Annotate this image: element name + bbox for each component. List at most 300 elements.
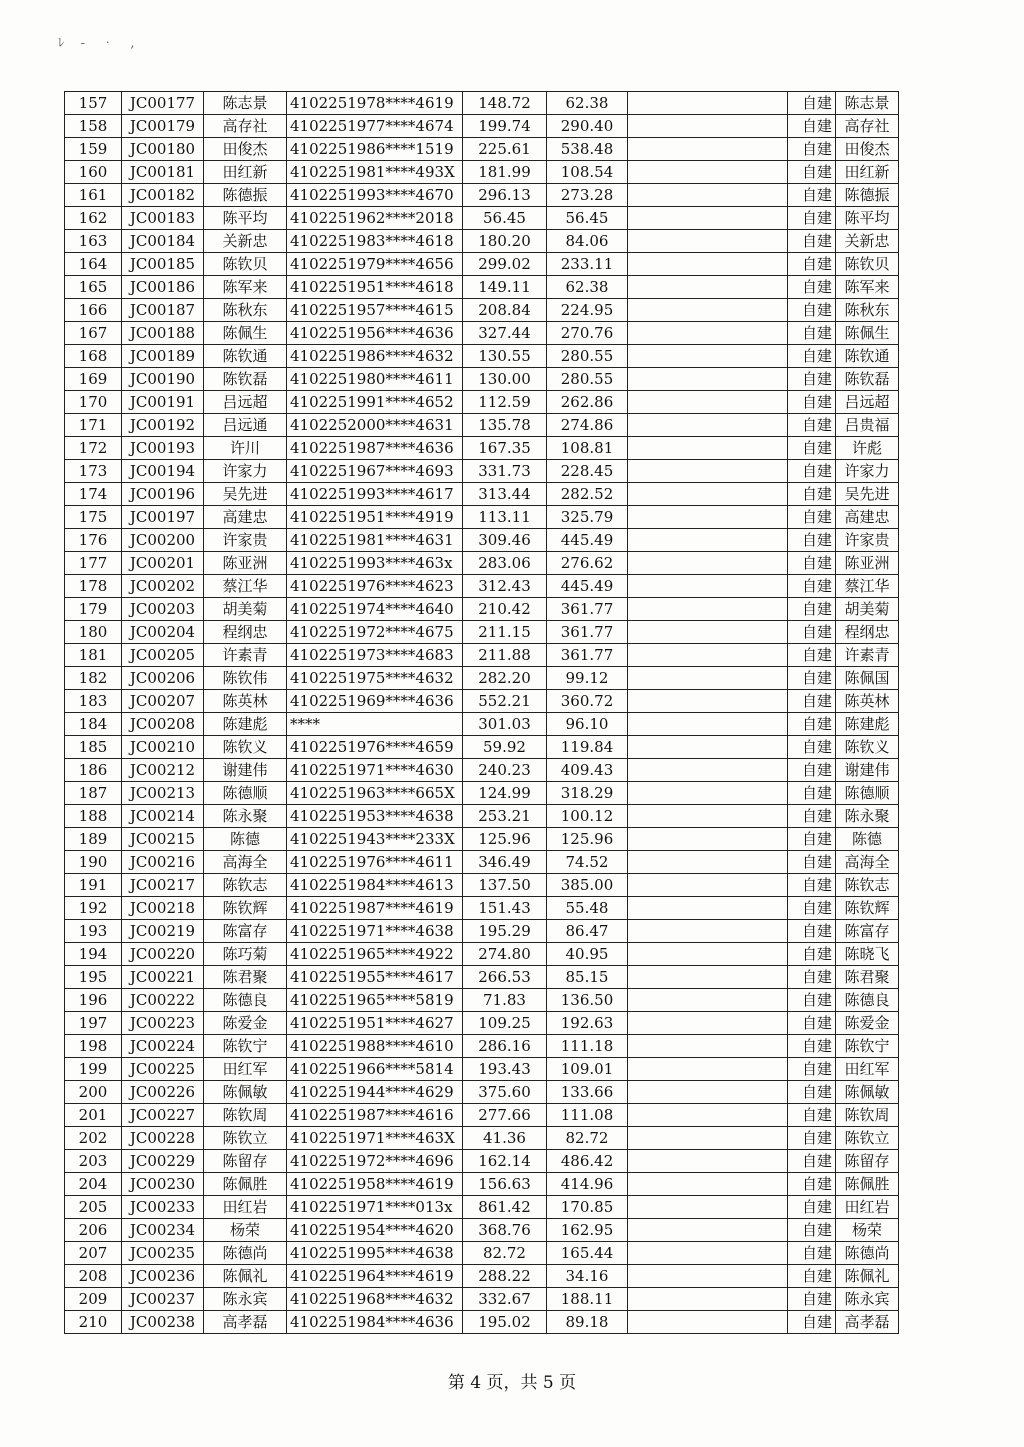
area-1-cell: 375.60 — [463, 1081, 547, 1104]
name-cell: 陈建彪 — [204, 713, 287, 736]
area-1-cell: 109.25 — [463, 1012, 547, 1035]
build-type-cell: 自建 — [788, 1058, 836, 1081]
name-cell: 杨荣 — [204, 1219, 287, 1242]
owner-cell: 陈君聚 — [836, 966, 899, 989]
owner-cell: 许素青 — [836, 644, 899, 667]
blank-cell-cell — [628, 713, 788, 736]
build-type-cell: 自建 — [788, 92, 836, 115]
owner-cell: 田红军 — [836, 1058, 899, 1081]
blank-cell-cell — [628, 138, 788, 161]
table-row — [65, 920, 899, 943]
page-footer: 第 4 页，共 5 页 — [447, 1373, 577, 1393]
row-number-cell: 177 — [65, 552, 122, 575]
area-1-cell: 299.02 — [463, 253, 547, 276]
record-id-cell: JC00190 — [122, 368, 204, 391]
area-1-cell: 148.72 — [463, 92, 547, 115]
blank-cell-cell — [628, 690, 788, 713]
name-cell: 许素青 — [204, 644, 287, 667]
row-number-cell: 187 — [65, 782, 122, 805]
blank-cell-cell — [628, 736, 788, 759]
area-1-cell: 210.42 — [463, 598, 547, 621]
area-2-cell: 233.11 — [547, 253, 628, 276]
row-number-cell: 169 — [65, 368, 122, 391]
table-row — [65, 828, 899, 851]
area-1-cell: 59.92 — [463, 736, 547, 759]
table-row — [65, 1173, 899, 1196]
build-type-cell: 自建 — [788, 966, 836, 989]
area-2-cell: 361.77 — [547, 644, 628, 667]
build-type-cell: 自建 — [788, 644, 836, 667]
table-row — [65, 759, 899, 782]
row-number-cell: 160 — [65, 161, 122, 184]
build-type-cell: 自建 — [788, 1104, 836, 1127]
build-type-cell: 自建 — [788, 1311, 836, 1334]
id-number-cell: 4102251943****233X — [287, 828, 463, 851]
area-2-cell: 100.12 — [547, 805, 628, 828]
row-number-cell: 158 — [65, 115, 122, 138]
area-1-cell: 313.44 — [463, 483, 547, 506]
record-id-cell: JC00229 — [122, 1150, 204, 1173]
record-id-cell: JC00184 — [122, 230, 204, 253]
blank-cell-cell — [628, 1242, 788, 1265]
row-number-cell: 207 — [65, 1242, 122, 1265]
area-2-cell: 273.28 — [547, 184, 628, 207]
table-row — [65, 391, 899, 414]
owner-cell: 陈留存 — [836, 1150, 899, 1173]
area-2-cell: 280.55 — [547, 368, 628, 391]
id-number-cell: 4102251991****4652 — [287, 391, 463, 414]
owner-cell: 高建忠 — [836, 506, 899, 529]
owner-cell: 陈志景 — [836, 92, 899, 115]
row-number-cell: 208 — [65, 1265, 122, 1288]
owner-cell: 陈佩敏 — [836, 1081, 899, 1104]
area-2-cell: 56.45 — [547, 207, 628, 230]
owner-cell: 吴先进 — [836, 483, 899, 506]
row-number-cell: 196 — [65, 989, 122, 1012]
blank-cell-cell — [628, 391, 788, 414]
area-1-cell: 151.43 — [463, 897, 547, 920]
build-type-cell: 自建 — [788, 667, 836, 690]
build-type-cell: 自建 — [788, 437, 836, 460]
table-row — [65, 966, 899, 989]
blank-cell-cell — [628, 115, 788, 138]
table-row — [65, 1242, 899, 1265]
table-row — [65, 1196, 899, 1219]
area-2-cell: 55.48 — [547, 897, 628, 920]
area-2-cell: 228.45 — [547, 460, 628, 483]
record-id-cell: JC00181 — [122, 161, 204, 184]
blank-cell-cell — [628, 207, 788, 230]
table-row — [65, 207, 899, 230]
build-type-cell: 自建 — [788, 713, 836, 736]
blank-cell-cell — [628, 1104, 788, 1127]
area-2-cell: 109.01 — [547, 1058, 628, 1081]
name-cell: 陈英林 — [204, 690, 287, 713]
build-type-cell: 自建 — [788, 1265, 836, 1288]
build-type-cell: 自建 — [788, 621, 836, 644]
record-id-cell: JC00217 — [122, 874, 204, 897]
build-type-cell: 自建 — [788, 598, 836, 621]
owner-cell: 陈德振 — [836, 184, 899, 207]
row-number-cell: 172 — [65, 437, 122, 460]
build-type-cell: 自建 — [788, 138, 836, 161]
blank-cell-cell — [628, 1058, 788, 1081]
record-id-cell: JC00205 — [122, 644, 204, 667]
area-2-cell: 162.95 — [547, 1219, 628, 1242]
row-number-cell: 210 — [65, 1311, 122, 1334]
area-2-cell: 224.95 — [547, 299, 628, 322]
table-row — [65, 115, 899, 138]
owner-cell: 关新忠 — [836, 230, 899, 253]
area-1-cell: 332.67 — [463, 1288, 547, 1311]
area-1-cell: 112.59 — [463, 391, 547, 414]
area-2-cell: 34.16 — [547, 1265, 628, 1288]
area-2-cell: 360.72 — [547, 690, 628, 713]
row-number-cell: 185 — [65, 736, 122, 759]
area-2-cell: 361.77 — [547, 621, 628, 644]
blank-cell-cell — [628, 966, 788, 989]
row-number-cell: 176 — [65, 529, 122, 552]
table-row — [65, 851, 899, 874]
owner-cell: 陈钦磊 — [836, 368, 899, 391]
name-cell: 陈佩敏 — [204, 1081, 287, 1104]
table-row — [65, 483, 899, 506]
row-number-cell: 175 — [65, 506, 122, 529]
records-table — [64, 91, 899, 1334]
record-id-cell: JC00228 — [122, 1127, 204, 1150]
area-2-cell: 486.42 — [547, 1150, 628, 1173]
area-1-cell: 331.73 — [463, 460, 547, 483]
area-1-cell: 137.50 — [463, 874, 547, 897]
name-cell: 陈钦周 — [204, 1104, 287, 1127]
area-1-cell: 211.88 — [463, 644, 547, 667]
row-number-cell: 194 — [65, 943, 122, 966]
id-number-cell: 4102251987****4619 — [287, 897, 463, 920]
area-2-cell: 318.29 — [547, 782, 628, 805]
build-type-cell: 自建 — [788, 920, 836, 943]
blank-cell-cell — [628, 644, 788, 667]
name-cell: 吴先进 — [204, 483, 287, 506]
name-cell: 程纲忠 — [204, 621, 287, 644]
table-row — [65, 874, 899, 897]
name-cell: 陈永聚 — [204, 805, 287, 828]
table-row — [65, 1081, 899, 1104]
area-2-cell: 165.44 — [547, 1242, 628, 1265]
row-number-cell: 170 — [65, 391, 122, 414]
area-2-cell: 82.72 — [547, 1127, 628, 1150]
area-2-cell: 108.81 — [547, 437, 628, 460]
id-number-cell: 4102251975****4632 — [287, 667, 463, 690]
record-id-cell: JC00215 — [122, 828, 204, 851]
row-number-cell: 188 — [65, 805, 122, 828]
record-id-cell: JC00196 — [122, 483, 204, 506]
blank-cell-cell — [628, 989, 788, 1012]
name-cell: 蔡江华 — [204, 575, 287, 598]
area-1-cell: 135.78 — [463, 414, 547, 437]
area-2-cell: 280.55 — [547, 345, 628, 368]
owner-cell: 许家力 — [836, 460, 899, 483]
id-number-cell: 4102251980****4611 — [287, 368, 463, 391]
area-1-cell: 180.20 — [463, 230, 547, 253]
area-2-cell: 445.49 — [547, 529, 628, 552]
record-id-cell: JC00177 — [122, 92, 204, 115]
row-number-cell: 195 — [65, 966, 122, 989]
id-number-cell: 4102251988****4610 — [287, 1035, 463, 1058]
blank-cell-cell — [628, 1173, 788, 1196]
area-1-cell: 266.53 — [463, 966, 547, 989]
area-1-cell: 309.46 — [463, 529, 547, 552]
owner-cell: 陈钦通 — [836, 345, 899, 368]
row-number-cell: 202 — [65, 1127, 122, 1150]
row-number-cell: 209 — [65, 1288, 122, 1311]
blank-cell-cell — [628, 1196, 788, 1219]
owner-cell: 陈钦贝 — [836, 253, 899, 276]
area-1-cell: 240.23 — [463, 759, 547, 782]
owner-cell: 陈德顺 — [836, 782, 899, 805]
id-number-cell: 4102251951****4627 — [287, 1012, 463, 1035]
row-number-cell: 173 — [65, 460, 122, 483]
record-id-cell: JC00189 — [122, 345, 204, 368]
area-1-cell: 162.14 — [463, 1150, 547, 1173]
blank-cell-cell — [628, 575, 788, 598]
record-id-cell: JC00197 — [122, 506, 204, 529]
build-type-cell: 自建 — [788, 322, 836, 345]
id-number-cell: 4102251986****1519 — [287, 138, 463, 161]
blank-cell-cell — [628, 759, 788, 782]
build-type-cell: 自建 — [788, 736, 836, 759]
blank-cell-cell — [628, 506, 788, 529]
build-type-cell: 自建 — [788, 299, 836, 322]
name-cell: 陈德 — [204, 828, 287, 851]
name-cell: 陈德振 — [204, 184, 287, 207]
area-1-cell: 195.29 — [463, 920, 547, 943]
name-cell: 陈德顺 — [204, 782, 287, 805]
blank-cell-cell — [628, 621, 788, 644]
owner-cell: 田红新 — [836, 161, 899, 184]
area-1-cell: 149.11 — [463, 276, 547, 299]
name-cell: 陈亚洲 — [204, 552, 287, 575]
owner-cell: 高孝磊 — [836, 1311, 899, 1334]
record-id-cell: JC00180 — [122, 138, 204, 161]
name-cell: 陈巧菊 — [204, 943, 287, 966]
area-2-cell: 192.63 — [547, 1012, 628, 1035]
record-id-cell: JC00187 — [122, 299, 204, 322]
id-number-cell: 4102251951****4919 — [287, 506, 463, 529]
area-2-cell: 84.06 — [547, 230, 628, 253]
row-number-cell: 198 — [65, 1035, 122, 1058]
area-1-cell: 552.21 — [463, 690, 547, 713]
row-number-cell: 184 — [65, 713, 122, 736]
record-id-cell: JC00234 — [122, 1219, 204, 1242]
id-number-cell: 4102251987****4636 — [287, 437, 463, 460]
id-number-cell: 4102251956****4636 — [287, 322, 463, 345]
row-number-cell: 179 — [65, 598, 122, 621]
name-cell: 陈志景 — [204, 92, 287, 115]
id-number-cell: 4102251972****4675 — [287, 621, 463, 644]
area-2-cell: 136.50 — [547, 989, 628, 1012]
record-id-cell: JC00238 — [122, 1311, 204, 1334]
owner-cell: 陈钦志 — [836, 874, 899, 897]
owner-cell: 陈德良 — [836, 989, 899, 1012]
area-1-cell: 277.66 — [463, 1104, 547, 1127]
record-id-cell: JC00213 — [122, 782, 204, 805]
table-row — [65, 138, 899, 161]
area-1-cell: 225.61 — [463, 138, 547, 161]
build-type-cell: 自建 — [788, 1150, 836, 1173]
area-2-cell: 62.38 — [547, 276, 628, 299]
build-type-cell: 自建 — [788, 161, 836, 184]
name-cell: 高存社 — [204, 115, 287, 138]
blank-cell-cell — [628, 184, 788, 207]
row-number-cell: 174 — [65, 483, 122, 506]
name-cell: 陈钦辉 — [204, 897, 287, 920]
area-1-cell: 301.03 — [463, 713, 547, 736]
name-cell: 田红军 — [204, 1058, 287, 1081]
record-id-cell: JC00237 — [122, 1288, 204, 1311]
table-row — [65, 1058, 899, 1081]
area-2-cell: 274.86 — [547, 414, 628, 437]
record-id-cell: JC00227 — [122, 1104, 204, 1127]
owner-cell: 许彪 — [836, 437, 899, 460]
row-number-cell: 183 — [65, 690, 122, 713]
owner-cell: 程纲忠 — [836, 621, 899, 644]
area-2-cell: 409.43 — [547, 759, 628, 782]
blank-cell-cell — [628, 1035, 788, 1058]
record-id-cell: JC00193 — [122, 437, 204, 460]
record-id-cell: JC00182 — [122, 184, 204, 207]
id-number-cell: 4102251964****4619 — [287, 1265, 463, 1288]
owner-cell: 陈军来 — [836, 276, 899, 299]
build-type-cell: 自建 — [788, 207, 836, 230]
table-row — [65, 782, 899, 805]
blank-cell-cell — [628, 92, 788, 115]
area-1-cell: 130.55 — [463, 345, 547, 368]
id-number-cell: 4102251976****4623 — [287, 575, 463, 598]
row-number-cell: 203 — [65, 1150, 122, 1173]
area-1-cell: 296.13 — [463, 184, 547, 207]
build-type-cell: 自建 — [788, 368, 836, 391]
id-number-cell: 4102251978****4619 — [287, 92, 463, 115]
blank-cell-cell — [628, 552, 788, 575]
record-id-cell: JC00203 — [122, 598, 204, 621]
record-id-cell: JC00183 — [122, 207, 204, 230]
table-row — [65, 460, 899, 483]
id-number-cell: 4102251981****493X — [287, 161, 463, 184]
owner-cell: 陈富存 — [836, 920, 899, 943]
owner-cell: 陈钦宁 — [836, 1035, 899, 1058]
area-1-cell: 211.15 — [463, 621, 547, 644]
table-row — [65, 1288, 899, 1311]
id-number-cell: 4102251963****665X — [287, 782, 463, 805]
area-1-cell: 82.72 — [463, 1242, 547, 1265]
row-number-cell: 162 — [65, 207, 122, 230]
table-row — [65, 414, 899, 437]
table-row — [65, 529, 899, 552]
area-2-cell: 445.49 — [547, 575, 628, 598]
table-row — [65, 1311, 899, 1334]
name-cell: 高建忠 — [204, 506, 287, 529]
record-id-cell: JC00200 — [122, 529, 204, 552]
build-type-cell: 自建 — [788, 552, 836, 575]
name-cell: 陈秋东 — [204, 299, 287, 322]
row-number-cell: 191 — [65, 874, 122, 897]
id-number-cell: 4102251954****4620 — [287, 1219, 463, 1242]
area-1-cell: 56.45 — [463, 207, 547, 230]
blank-cell-cell — [628, 414, 788, 437]
area-1-cell: 195.02 — [463, 1311, 547, 1334]
name-cell: 陈爱金 — [204, 1012, 287, 1035]
build-type-cell: 自建 — [788, 391, 836, 414]
area-2-cell: 538.48 — [547, 138, 628, 161]
name-cell: 陈佩生 — [204, 322, 287, 345]
name-cell: 陈钦宁 — [204, 1035, 287, 1058]
build-type-cell: 自建 — [788, 897, 836, 920]
record-id-cell: JC00204 — [122, 621, 204, 644]
blank-cell-cell — [628, 920, 788, 943]
owner-cell: 陈钦辉 — [836, 897, 899, 920]
owner-cell: 陈永聚 — [836, 805, 899, 828]
owner-cell: 陈钦周 — [836, 1104, 899, 1127]
area-2-cell: 74.52 — [547, 851, 628, 874]
table-row — [65, 253, 899, 276]
build-type-cell: 自建 — [788, 184, 836, 207]
table-row — [65, 736, 899, 759]
id-number-cell: 4102252000****4631 — [287, 414, 463, 437]
row-number-cell: 159 — [65, 138, 122, 161]
record-id-cell: JC00210 — [122, 736, 204, 759]
record-id-cell: JC00224 — [122, 1035, 204, 1058]
blank-cell-cell — [628, 828, 788, 851]
id-number-cell: 4102251984****4613 — [287, 874, 463, 897]
name-cell: 田红新 — [204, 161, 287, 184]
build-type-cell: 自建 — [788, 253, 836, 276]
owner-cell: 吕远超 — [836, 391, 899, 414]
row-number-cell: 205 — [65, 1196, 122, 1219]
record-id-cell: JC00201 — [122, 552, 204, 575]
owner-cell: 陈钦立 — [836, 1127, 899, 1150]
owner-cell: 许家贵 — [836, 529, 899, 552]
owner-cell: 陈钦义 — [836, 736, 899, 759]
id-number-cell: 4102251944****4629 — [287, 1081, 463, 1104]
name-cell: 陈留存 — [204, 1150, 287, 1173]
table-row — [65, 1104, 899, 1127]
id-number-cell: 4102251973****4683 — [287, 644, 463, 667]
record-id-cell: JC00223 — [122, 1012, 204, 1035]
build-type-cell: 自建 — [788, 414, 836, 437]
table-row — [65, 897, 899, 920]
blank-cell-cell — [628, 851, 788, 874]
table-row — [65, 644, 899, 667]
id-number-cell: 4102251987****4616 — [287, 1104, 463, 1127]
id-number-cell: 4102251951****4618 — [287, 276, 463, 299]
area-1-cell: 113.11 — [463, 506, 547, 529]
blank-cell-cell — [628, 667, 788, 690]
record-id-cell: JC00208 — [122, 713, 204, 736]
blank-cell-cell — [628, 598, 788, 621]
blank-cell-cell — [628, 253, 788, 276]
table-row — [65, 667, 899, 690]
row-number-cell: 181 — [65, 644, 122, 667]
name-cell: 陈德良 — [204, 989, 287, 1012]
id-number-cell: 4102251993****4617 — [287, 483, 463, 506]
owner-cell: 陈平均 — [836, 207, 899, 230]
table-row — [65, 1219, 899, 1242]
table-row — [65, 1150, 899, 1173]
blank-cell-cell — [628, 1012, 788, 1035]
name-cell: 陈德尚 — [204, 1242, 287, 1265]
table-row — [65, 575, 899, 598]
row-number-cell: 186 — [65, 759, 122, 782]
